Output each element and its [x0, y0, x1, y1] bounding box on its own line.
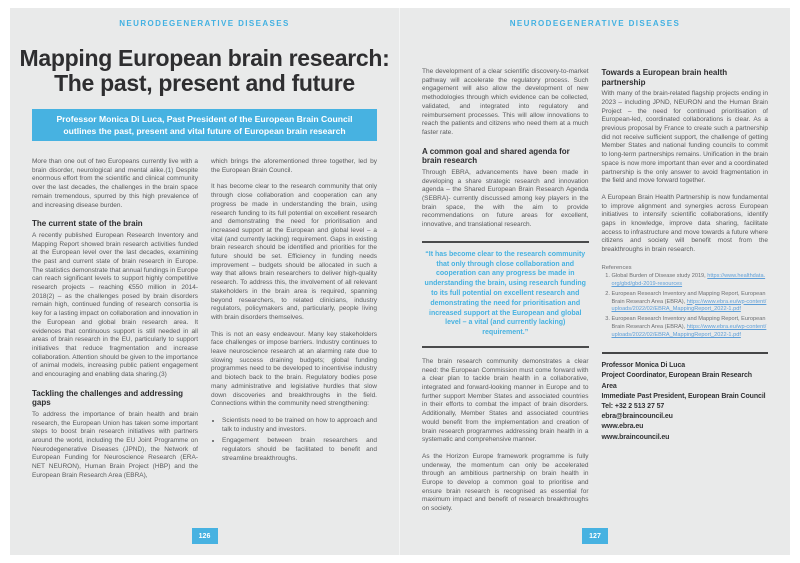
paragraph: To address the importance of brain health and brain research, the European Union has taken some important steps to boost brain research initiatives with partners around the world, including the EU Joint Programme on Neurodegenerative Diseases (JPND), the Network of European Funding for Neuroscience Research (ERA-NET NEURON), Human Brain Project (HBP) and the European Brain Research Area (EBRA),: [32, 410, 198, 479]
contact-block: [602, 352, 769, 443]
right-page-columns: [400, 68, 790, 522]
reference-text: Global Burden of Disease study 2019,: [611, 272, 708, 279]
paragraph: A recently published European Research Inventory and Mapping Report showed brain research activities funded at the European level over the last decades, examining the past and current state of brain research in Europe. The statistics demonstrate that annual fundings in Europe can reach significant levels to support highly competitive research projects – reaching €550 million in 2014-2018(2) – as the challenges posed by brain disorders remain high, continued funding of research consortia is key for a lasting impact on collaboration and innovation in the European and global brain research area. It evidences that continuous support is still needed in all areas of brain research in the EU, particularly to support initiatives that reduce fragmentation and increase collaboration. Attention should be given to the importance of animal models, increasing public patient engagement and encouraging and enabling data sharing.(3): [32, 231, 198, 379]
reference-text: European Research Inventory and Mapping Report, European Brain Research Area (EBRA),: [611, 316, 766, 331]
paragraph: More than one out of two Europeans currently live with a brain disorder, neurological and mental alike.(1) Despite enormous effort from the scientific and clinical community over the last decades, the challenges in the brain space remain tremendous, spurred by this high prevalence of and increasing disease burden.: [32, 158, 198, 209]
paragraph: This is not an easy endeavour. Many key stakeholders face challenges or impose barriers. Industry continues to leave neuroscience research at an alarming rate due to slowing success draining budgets; global funding programmes need to be developed to incentivise industry and biotech back to the brain. Regulatory bodies pose many administrative and legislative hurdles that slow down discoveries and breakthroughs in the field. Connections within the community need strengthening:: [211, 330, 377, 408]
pull-quote: “It has become clear to the research community that only through close collaboration and cooperation can any progress be made in understanding the brain, using research funding to its full potential on excellent research and demonstrating the need for prioritisation and increased support at the European and global level – a vital (and currently lacking) requirement.”: [422, 241, 589, 348]
left-page: [10, 8, 400, 555]
reference-link[interactable]: https://www.healthdata.org/gbd/gbd-2019-resources: [611, 272, 766, 287]
section-heading-common-goal: A common goal and shared agenda for brain research: [422, 146, 570, 166]
paragraph: The brain research community demonstrates a clear need: the European Commission must come forward with a clear plan to tackle brain health in a collaborative, integrated and forward-looking manner in Europe and to further support Member States and associated countries in their efforts to combat the impact of brain disorders. Additionally, Member States and associated countries would benefit from the implementation and creation of brain research programmes addressing brain health in a systematic and comprehensive manner.: [422, 357, 589, 444]
paragraph: Through EBRA, advancements have been made in developing a share strategic research and innovation agenda – the Shared European Brain Research Agenda (SEBRA)- currently discussed among key players in the brain space, the with the aim to provide recommendations on future areas for excellent, innovative, and translational research.: [422, 168, 589, 229]
section-heading-current-state: The current state of the brain: [32, 219, 143, 229]
right-page-column-2: [602, 68, 769, 522]
right-page: [400, 8, 790, 555]
page-number-right: 127: [582, 528, 608, 544]
left-page-columns: [10, 158, 399, 489]
reference-item: [612, 316, 769, 340]
paragraph: which brings the aforementioned three together, led by the European Brain Council.: [211, 158, 377, 174]
article-title: [10, 46, 399, 96]
bullet-list: [222, 417, 377, 464]
contact-phone: Tel: +32 2 513 27 57: [601, 402, 665, 410]
paragraph: It has become clear to the research community that only through close collaboration and cooperation can any progress be made in understanding the brain, using research funding to its full potential on excellent research and demonstrating the need for prioritisation and increased support at the European and global level – a vital (and currently lacking) requirement. Gaps in existing brain research should be identified and priorities for the future should be set. Efficiency in funding needs improvement – budgets should be allocated in such a way that allows brain researchers to deliver high-quality research. To address this, the involvement of all relevant stakeholders in the brain area is required, spanning beyond researchers, to related clinicians, industry regulators, policymakers and, particularly, people living with brain disorders themselves.: [211, 183, 377, 321]
section-heading-tackling-challenges: Tackling the challenges and addressing gaps: [32, 388, 184, 408]
article-title-line2: The past, present and future: [54, 70, 355, 96]
contact-role-2: Immediate Past President, European Brain Council: [601, 392, 766, 400]
reference-item: [612, 273, 769, 289]
reference-item: [612, 291, 769, 315]
magazine-spread: [10, 8, 790, 555]
paragraph: The development of a clear scientific discovery-to-market pathway will accelerate the regulatory process. Such engagement will also allow the development of new methodologies through which evidence can be collected, validated, and integrated into regulatory and reimbursement processes. This will allow innovations to reach the patients and citizens who need them at a much faster rate.: [422, 68, 589, 136]
contact-role-1: Project Coordinator, European Brain Research Area: [601, 372, 752, 390]
reference-link[interactable]: https://www.ebra.eu/wp-content/uploads/2022/02/EBRA_MappingReport_2022-1.pdf: [611, 298, 767, 313]
contact-email: ebra@braincouncil.eu: [601, 413, 673, 421]
contact-website-ebra: www.ebra.eu: [601, 423, 644, 431]
article-standfirst-banner: Professor Monica Di Luca, Past President of the European Brain Council outlines the past, present and vital future of European brain research: [32, 109, 377, 141]
section-header-right: NEURODEGENERATIVE DISEASES: [509, 19, 681, 28]
article-title-line1: Mapping European brain research:: [19, 45, 390, 71]
paragraph: With many of the brain-related flagship projects ending in 2023 – including JPND, NEURON and the Human Brain Project – the need for continued prioritisation of European-led, coordinated collaborations is clear. As a previous proposal by France to create such a partnership did not receive sufficient support, the challenge of getting Member States and national funding councils to commit to long-term partnerships remains. Unification in the brain space is now more important than ever and a coordinated partnership is the only answer to avoid fragmentation in the field and move forward together.: [601, 90, 768, 185]
reference-text: European Research Inventory and Mapping Report, European Brain Research Area (EBRA),: [611, 290, 766, 305]
references-label: References: [601, 264, 632, 271]
contact-website-braincouncil: www.braincouncil.eu: [601, 433, 670, 441]
bullet-item: • Scientists need to be trained on how to approach and talk to industry and investors.: [222, 417, 377, 434]
contact-name: Professor Monica Di Luca: [601, 362, 686, 370]
left-page-column-2: [211, 158, 377, 489]
right-page-column-1: [422, 68, 589, 522]
left-page-column-1: [32, 158, 198, 489]
paragraph: As the Horizon Europe framework programme is fully underway, the momentum can only be accelerated through an ambitious partnership on brain health in Europe to develop a common goal to prioritise and ensure brain research is recognised as essential for maximum impact and benefit of research breakthroughs on society.: [422, 452, 589, 513]
bullet-item: • Engagement between brain researchers and regulators should be facilitated to benefit and streamline breakthroughs.: [222, 437, 377, 463]
reference-link[interactable]: https://www.ebra.eu/wp-content/uploads/2022/02/EBRA_MappingReport_2022-1.pdf: [611, 324, 767, 339]
section-heading-partnership: Towards a European brain health partnership: [601, 68, 728, 87]
references-list: [612, 273, 769, 340]
section-header-left: NEURODEGENERATIVE DISEASES: [119, 19, 290, 28]
page-number-left: 126: [192, 528, 218, 544]
paragraph: A European Brain Health Partnership is now fundamental to improve alignment and synergies across European initiatives to intensify scientific collaborations, identify gaps in knowledge, improve data sharing, facilitate access to infrastructure and move towards a future where citizens and society will benefit most from the breakthroughs in brain research.: [601, 193, 768, 254]
